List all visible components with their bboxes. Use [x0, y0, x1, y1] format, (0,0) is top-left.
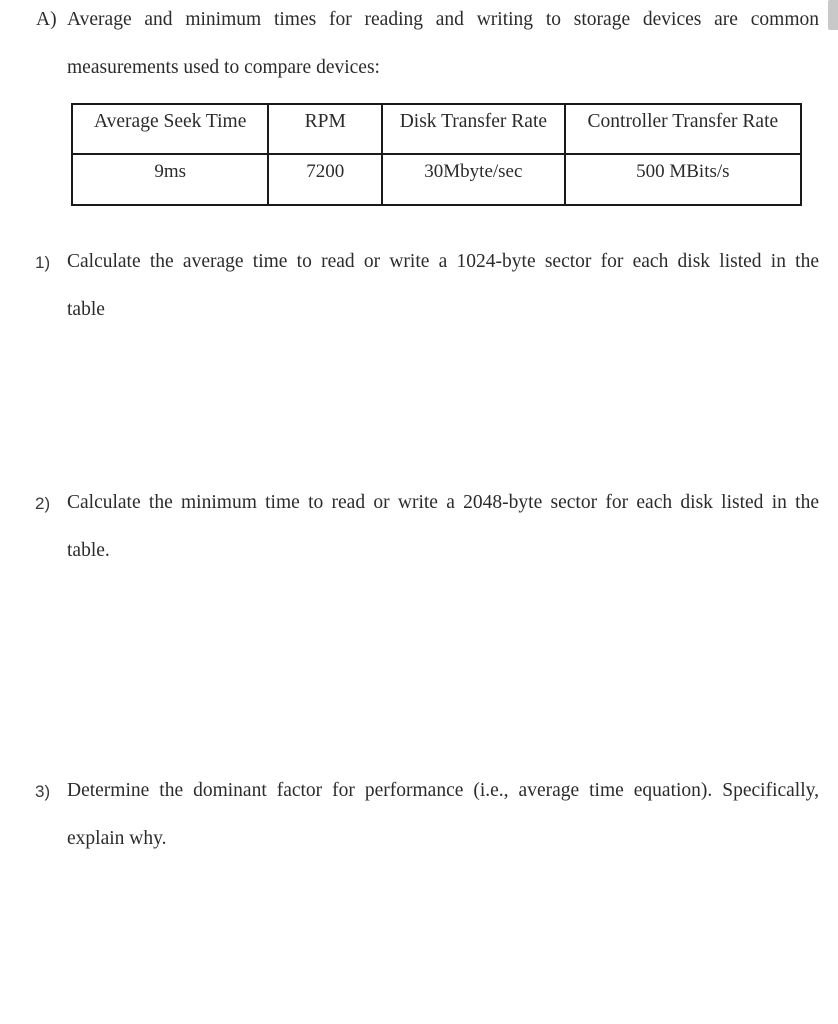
section-label: A)	[36, 9, 57, 30]
question-3-line-2: explain why.	[67, 828, 167, 849]
header-rpm: RPM	[268, 104, 382, 154]
header-average-seek-time: Average Seek Time	[72, 104, 268, 154]
question-3-line-1: Determine the dominant factor for performance (i.e., average time equation). Specifically,	[67, 780, 819, 801]
question-1-line-2: table	[67, 299, 105, 320]
header-disk-transfer-rate: Disk Transfer Rate	[382, 104, 565, 154]
intro-line-1: Average and minimum times for reading and writing to storage devices are common	[67, 9, 819, 30]
question-2-number: 2)	[35, 494, 51, 513]
question-3-number: 3)	[35, 782, 51, 801]
scrollbar-thumb[interactable]	[828, 0, 838, 30]
specs-table	[71, 103, 802, 206]
intro-line-2: measurements used to compare devices:	[67, 57, 380, 78]
cell-controller-transfer-rate: 500 MBits/s	[565, 154, 801, 205]
table-header-row	[72, 104, 801, 154]
cell-average-seek-time: 9ms	[72, 154, 268, 205]
table-row	[72, 154, 801, 205]
question-1-number: 1)	[35, 253, 51, 272]
header-controller-transfer-rate: Controller Transfer Rate	[565, 104, 801, 154]
question-1-line-1: Calculate the average time to read or write a 1024-byte sector for each disk listed in the	[67, 251, 819, 272]
question-2-line-2: table.	[67, 540, 110, 561]
cell-disk-transfer-rate: 30Mbyte/sec	[382, 154, 565, 205]
cell-rpm: 7200	[268, 154, 382, 205]
question-2-line-1: Calculate the minimum time to read or write a 2048-byte sector for each disk listed in the	[67, 492, 819, 513]
